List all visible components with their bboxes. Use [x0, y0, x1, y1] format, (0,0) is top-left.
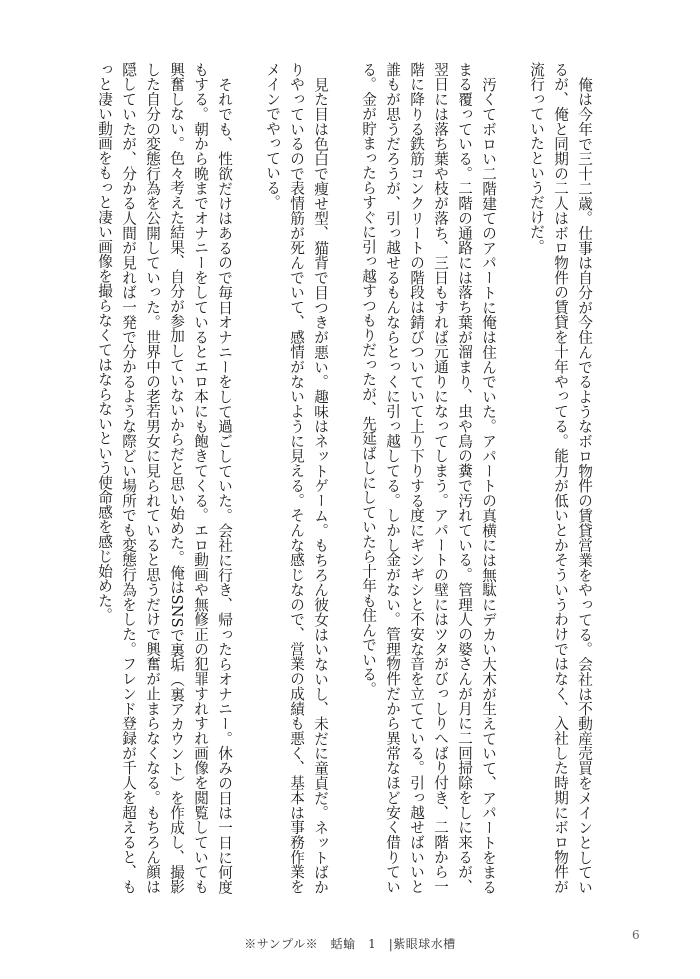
paragraph: 汚くてボロい二階建てのアパートに俺は住んでいた。アパートの真横には無駄にデカい大木が生えていて、アパートをまるまる覆っている。二階の通路には落ち葉が溜まり、虫や鳥の糞で汚れている。管理人の婆さんが月に二回掃除をしに来るが、翌日には落ち葉や枝が落ち、三日もすれば元通りになってしまう。アパートの壁にはツタがびっしりへばり付き、二階から一階に降りる鉄筋コンクリートの階段は錆びついていて上り下りする度にギシギシと不安な音を立てている。引っ越せばいいと誰もが思うだろうが、引っ越せるもんならとっくに引っ越してる。しかし金がない。管理物件だから異常なほど安く借りている。金が貯まったらすぐに引っ越すつもりだったが、先延ばしにしていたら十年も住んでいる。: [360, 62, 497, 894]
paragraph: 俺は今年で三十二歳。仕事は自分が今住んでるようなボロ物件の賃貸営業をやってる。会社は不動産売買をメインとしているが、俺と同期の二人はボロ物件の賃貸を十年やってる。能力が低いとかそういうわけではなく、入社した時期にボロ物件が流行っていたというだけだ。: [528, 62, 593, 894]
footer-label: ※サンプル※ 蛞蝓 1 |紫眼球水槽: [244, 937, 456, 951]
paragraph: 見た目は色白で痩せ型、猫背で目つきが悪い。趣味はネットゲーム。もちろん彼女はいないし、未だに童貞だ。ネットばかりやっているので表情筋が死んでいて、感情がないように見える。そんな感じなので、営業の成績も悪く、基本は事務作業をメインでやっている。: [264, 62, 329, 894]
paragraph: それでも、性欲だけはあるので毎日オナニーをして過ごしていた。会社に行き、帰ったらオナニー。休みの日は一日に何度もする。朝から晩までオナニーをしているとエロ本にも飽きてくる。エロ動画や無修正の犯罪すれすれ画像を閲覧していても興奮しない。色々考えた結果、自分が参加していないからだと思い始めた。俺はSNSで裏垢（裏アカウント）を作成し、撮影した自分の変態行為を公開していった。世界中の老若男女に見られていると思うだけで興奮が止まらなくなる。もちろん顔は隠していたが、分かる人間が見れば一発で分かるような際どい場所でも変態行為をした。フレンド登録が千人を超えると、もっと凄い動画をもっと凄い画像を撮らなくてはならないという使命感を感じ始めた。: [96, 62, 233, 894]
vertical-body-text: [92, 62, 596, 894]
page-number: 6: [632, 928, 640, 942]
